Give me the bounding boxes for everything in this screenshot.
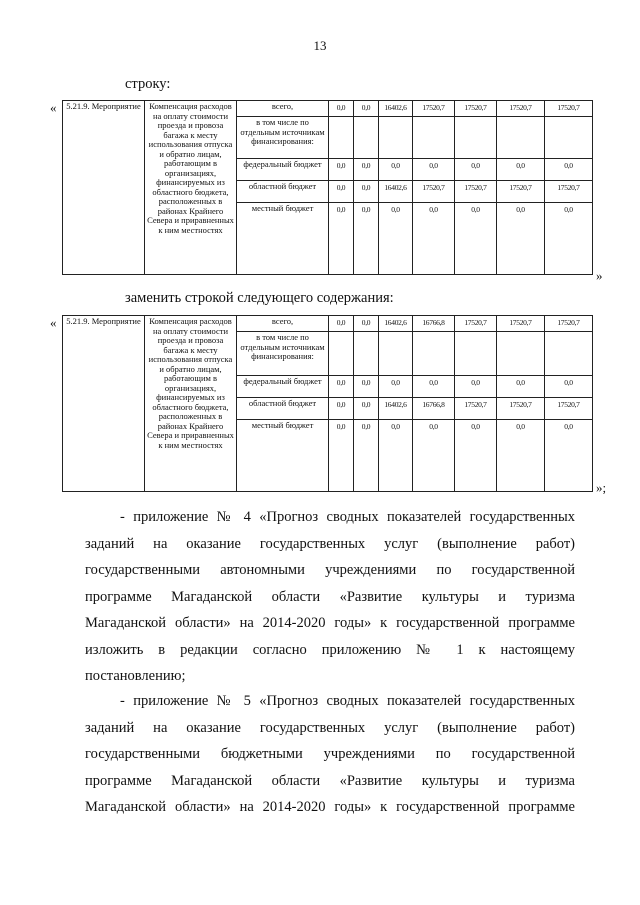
text-line: заданий на оказание государственных услуг (выполнение работ)	[85, 535, 575, 552]
value-cell: 0,0	[455, 159, 497, 181]
value-cell	[497, 332, 545, 376]
value-cell: 0,0	[455, 203, 497, 275]
value-cell	[545, 117, 593, 159]
value-cell: 17520,7	[545, 316, 593, 332]
value-cell: 17520,7	[497, 316, 545, 332]
quote-open-1: «	[50, 100, 57, 115]
value-cell: 0,0	[329, 101, 354, 117]
value-cell: 17520,7	[497, 101, 545, 117]
table-old-row	[62, 100, 593, 275]
source-total: всего,	[237, 101, 329, 117]
value-cell	[379, 117, 413, 159]
value-cell	[329, 332, 354, 376]
value-cell: 0,0	[545, 376, 593, 398]
source-local: местный бюджет	[237, 420, 329, 492]
value-cell	[545, 332, 593, 376]
value-cell: 0,0	[455, 420, 497, 492]
value-cell: 17520,7	[455, 398, 497, 420]
value-cell: 0,0	[413, 420, 455, 492]
paragraph-appendix-4	[85, 504, 575, 690]
value-cell: 0,0	[354, 159, 379, 181]
value-cell: 0,0	[379, 420, 413, 492]
value-cell: 0,0	[354, 398, 379, 420]
value-cell: 16766,8	[413, 316, 455, 332]
quote-open-2: «	[50, 315, 57, 330]
value-cell: 17520,7	[497, 398, 545, 420]
value-cell: 0,0	[329, 420, 354, 492]
value-cell: 0,0	[413, 376, 455, 398]
quote-close-2: »;	[596, 480, 607, 495]
source-local: местный бюджет	[237, 203, 329, 275]
value-cell	[413, 332, 455, 376]
text-line: заданий на оказание государственных услуг (выполнение работ)	[85, 719, 575, 736]
label-before: строку:	[125, 76, 171, 92]
value-cell: 0,0	[545, 420, 593, 492]
source-regional: областной бюджет	[237, 181, 329, 203]
value-cell	[354, 332, 379, 376]
text-line: государственными автономными учреждениями по государственной	[85, 562, 575, 578]
value-cell	[455, 332, 497, 376]
value-cell: 0,0	[329, 316, 354, 332]
value-cell: 0,0	[354, 316, 379, 332]
event-name: Компенсация расходов на оплату стоимости проезда и провоза багажа к месту использования отпуска и обратно лицам, работающим в организациях, финансируемых из областного бюджета, расположенных в районах Крайнего Севера и приравненных к ним местностях	[145, 101, 237, 275]
value-cell: 16402,6	[379, 398, 413, 420]
text-line: государственными бюджетными учреждениями по государственной	[85, 746, 575, 762]
label-replace: заменить строкой следующего содержания:	[125, 290, 394, 306]
value-cell: 0,0	[413, 203, 455, 275]
value-cell: 0,0	[497, 159, 545, 181]
value-cell: 0,0	[545, 159, 593, 181]
event-code: 5.21.9. Мероприятие	[63, 316, 145, 492]
value-cell	[497, 117, 545, 159]
value-cell: 0,0	[354, 101, 379, 117]
value-cell: 16402,6	[379, 181, 413, 203]
text-line: изложить в редакции согласно приложению № 1 к настоящему	[85, 641, 575, 658]
value-cell: 17520,7	[497, 181, 545, 203]
value-cell	[329, 117, 354, 159]
text-line: Магаданской области» на 2014-2020 годы» к государственной программе	[85, 799, 575, 815]
value-cell: 0,0	[455, 376, 497, 398]
value-cell: 0,0	[329, 159, 354, 181]
text-line: программе Магаданской области «Развитие культуры и туризма	[85, 588, 575, 605]
value-cell: 0,0	[329, 398, 354, 420]
value-cell: 16402,6	[379, 316, 413, 332]
value-cell	[354, 117, 379, 159]
value-cell: 0,0	[497, 420, 545, 492]
source-total: всего,	[237, 316, 329, 332]
value-cell: 0,0	[354, 203, 379, 275]
quote-close-1: »	[596, 268, 603, 283]
value-cell: 0,0	[497, 376, 545, 398]
paragraph-appendix-5	[85, 688, 575, 821]
value-cell: 17520,7	[545, 181, 593, 203]
event-code: 5.21.9. Мероприятие	[63, 101, 145, 275]
value-cell: 0,0	[379, 203, 413, 275]
page-number: 13	[313, 38, 327, 53]
text-line: программе Магаданской области «Развитие культуры и туризма	[85, 772, 575, 789]
text-line: - приложение № 5 «Прогноз сводных показателей государственных	[120, 693, 575, 709]
value-cell: 17520,7	[455, 316, 497, 332]
source-federal: федеральный бюджет	[237, 376, 329, 398]
value-cell	[413, 117, 455, 159]
value-cell: 16766,8	[413, 398, 455, 420]
value-cell: 0,0	[354, 376, 379, 398]
value-cell: 0,0	[329, 181, 354, 203]
source-breakdown: в том числе по отдельным источникам финансирования:	[237, 332, 329, 376]
value-cell: 0,0	[545, 203, 593, 275]
value-cell: 0,0	[413, 159, 455, 181]
value-cell: 17520,7	[545, 101, 593, 117]
value-cell: 0,0	[354, 420, 379, 492]
value-cell: 17520,7	[413, 101, 455, 117]
value-cell: 0,0	[354, 181, 379, 203]
value-cell: 0,0	[379, 376, 413, 398]
text-line: постановлению;	[85, 668, 186, 684]
value-cell: 0,0	[329, 203, 354, 275]
value-cell: 17520,7	[455, 101, 497, 117]
value-cell: 17520,7	[545, 398, 593, 420]
source-breakdown: в том числе по отдельным источникам финансирования:	[237, 117, 329, 159]
value-cell	[455, 117, 497, 159]
text-line: Магаданской области» на 2014-2020 годы» к государственной программе	[85, 615, 575, 631]
event-name: Компенсация расходов на оплату стоимости проезда и провоза багажа к месту использования отпуска и обратно лицам, работающим в организациях, финансируемых из областного бюджета, расположенных в районах Крайнего Севера и приравненных к ним местностях	[145, 316, 237, 492]
text-line: - приложение № 4 «Прогноз сводных показателей государственных	[120, 509, 575, 525]
value-cell: 0,0	[379, 159, 413, 181]
value-cell: 16402,6	[379, 101, 413, 117]
source-federal: федеральный бюджет	[237, 159, 329, 181]
value-cell: 17520,7	[413, 181, 455, 203]
table-new-row	[62, 315, 593, 492]
value-cell	[379, 332, 413, 376]
value-cell: 0,0	[497, 203, 545, 275]
value-cell: 17520,7	[455, 181, 497, 203]
source-regional: областной бюджет	[237, 398, 329, 420]
value-cell: 0,0	[329, 376, 354, 398]
